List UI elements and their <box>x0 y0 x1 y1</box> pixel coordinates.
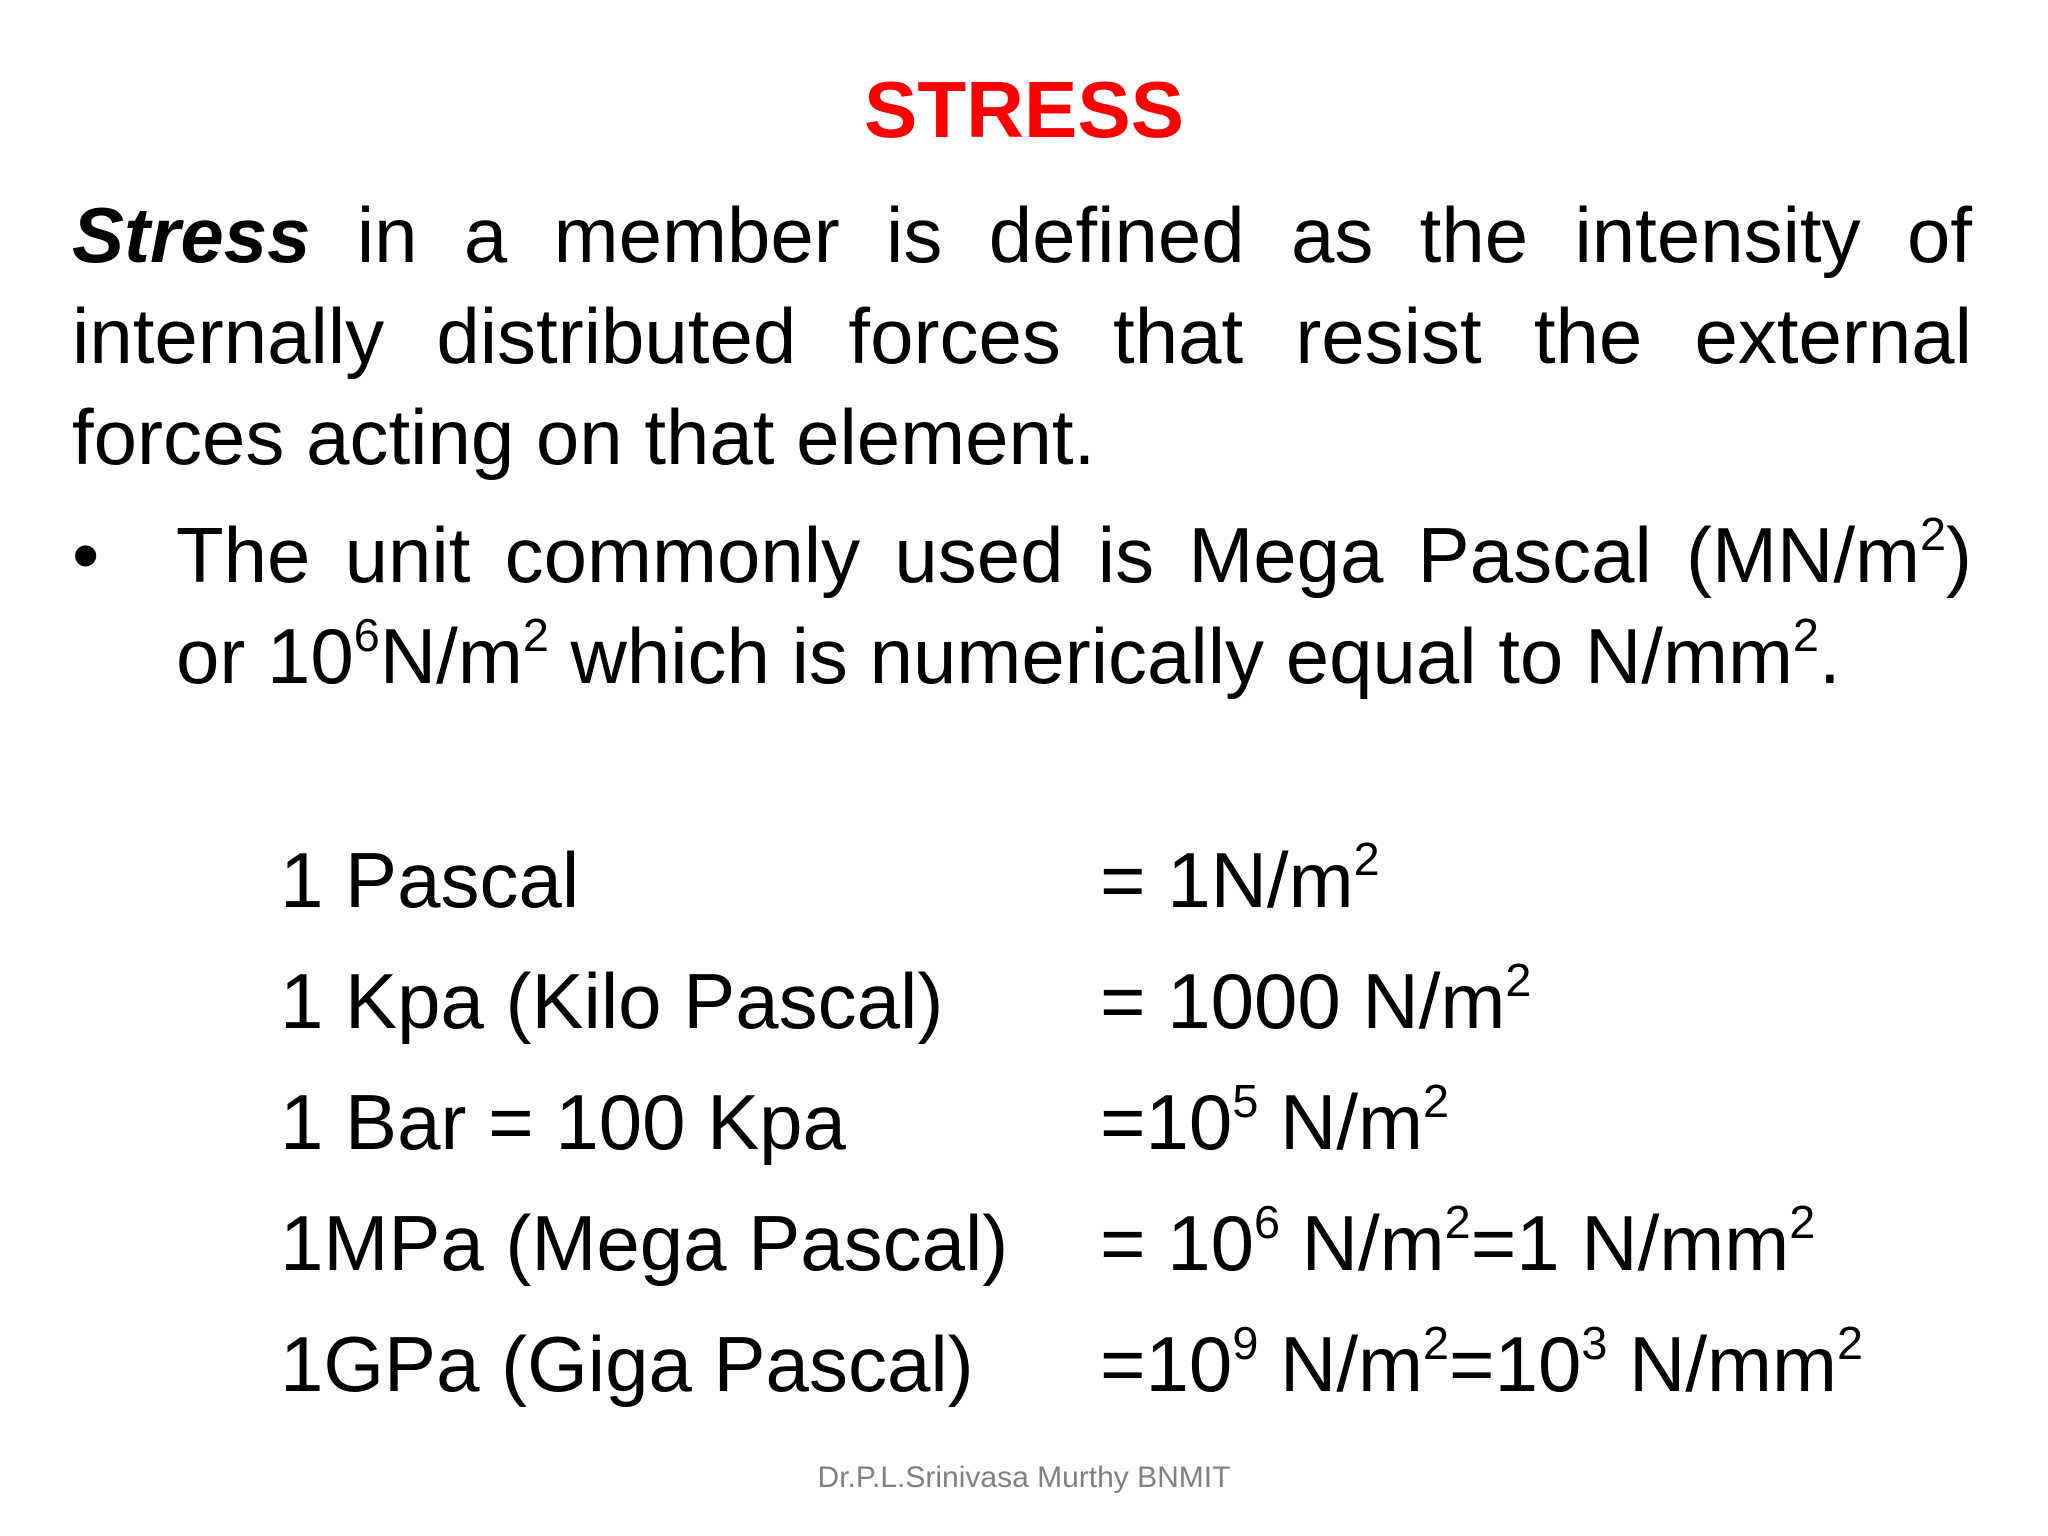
conversion-value <box>1100 820 1380 941</box>
conversion-unit: 1 Pascal <box>280 836 580 924</box>
conversion-value <box>1100 1183 1815 1304</box>
conversion-unit: 1MPa (Mega Pascal) <box>280 1199 1009 1287</box>
bullet-text-part: The unit commonly used is Mega Pascal (MN/m <box>176 511 1920 599</box>
conversion-value-part: =10 <box>1449 1320 1582 1408</box>
bullet-text-part: which is numerically equal to N/mm <box>548 612 1793 700</box>
conversion-value <box>1100 1304 1863 1425</box>
slide-title: STRESS <box>863 65 1185 154</box>
conversion-value-part: = 1N/m <box>1100 836 1354 924</box>
conversion-value <box>1100 941 1531 1062</box>
conversion-value-part: N/m <box>1258 1320 1423 1408</box>
superscript: 3 <box>1581 1317 1608 1370</box>
conversion-value-part: N/mm <box>1607 1320 1837 1408</box>
conversion-unit: 1 Bar = 100 Kpa <box>280 1078 846 1166</box>
superscript: 2 <box>1423 1317 1450 1370</box>
conversion-unit: 1GPa (Giga Pascal) <box>280 1320 974 1408</box>
superscript: 2 <box>1792 609 1819 662</box>
conversion-value-part: N/m <box>1258 1078 1423 1166</box>
conversion-value-part: =10 <box>1100 1320 1233 1408</box>
superscript: 2 <box>1505 954 1532 1007</box>
bullet-text-part: N/m <box>379 612 523 700</box>
superscript: 2 <box>522 609 549 662</box>
bullet-text-part: . <box>1818 612 1841 700</box>
conversion-value-part: =10 <box>1100 1078 1233 1166</box>
superscript: 2 <box>1837 1317 1864 1370</box>
conversion-value-part: N/m <box>1280 1199 1445 1287</box>
definition-text: in a member is defined as the intensity of internally distributed forces that resist the external forces acting on that element. <box>72 191 1972 481</box>
superscript: 5 <box>1232 1075 1259 1128</box>
superscript: 2 <box>1789 1196 1816 1249</box>
superscript: 2 <box>1919 508 1947 561</box>
superscript: 2 <box>1423 1075 1450 1128</box>
superscript: 6 <box>353 609 380 662</box>
conversion-value-part: =1 N/mm <box>1470 1199 1790 1287</box>
conversion-value-part: = 1000 N/m <box>1100 957 1506 1045</box>
definition-term: Stress <box>72 191 311 279</box>
definition-paragraph <box>72 185 1972 488</box>
footer-author: Dr.P.L.Srinivasa Murthy BNMIT <box>817 1461 1231 1494</box>
bullet-text <box>176 505 1972 707</box>
superscript: 2 <box>1353 833 1380 886</box>
superscript: 9 <box>1232 1317 1259 1370</box>
superscript: 6 <box>1253 1196 1281 1249</box>
bullet-text-part: ) or 10 <box>176 511 1972 700</box>
bullet-icon: • <box>72 511 100 599</box>
superscript: 2 <box>1444 1196 1471 1249</box>
conversion-value <box>1100 1062 1449 1183</box>
conversion-unit: 1 Kpa (Kilo Pascal) <box>280 957 944 1045</box>
conversion-value-part: = 10 <box>1100 1199 1254 1287</box>
